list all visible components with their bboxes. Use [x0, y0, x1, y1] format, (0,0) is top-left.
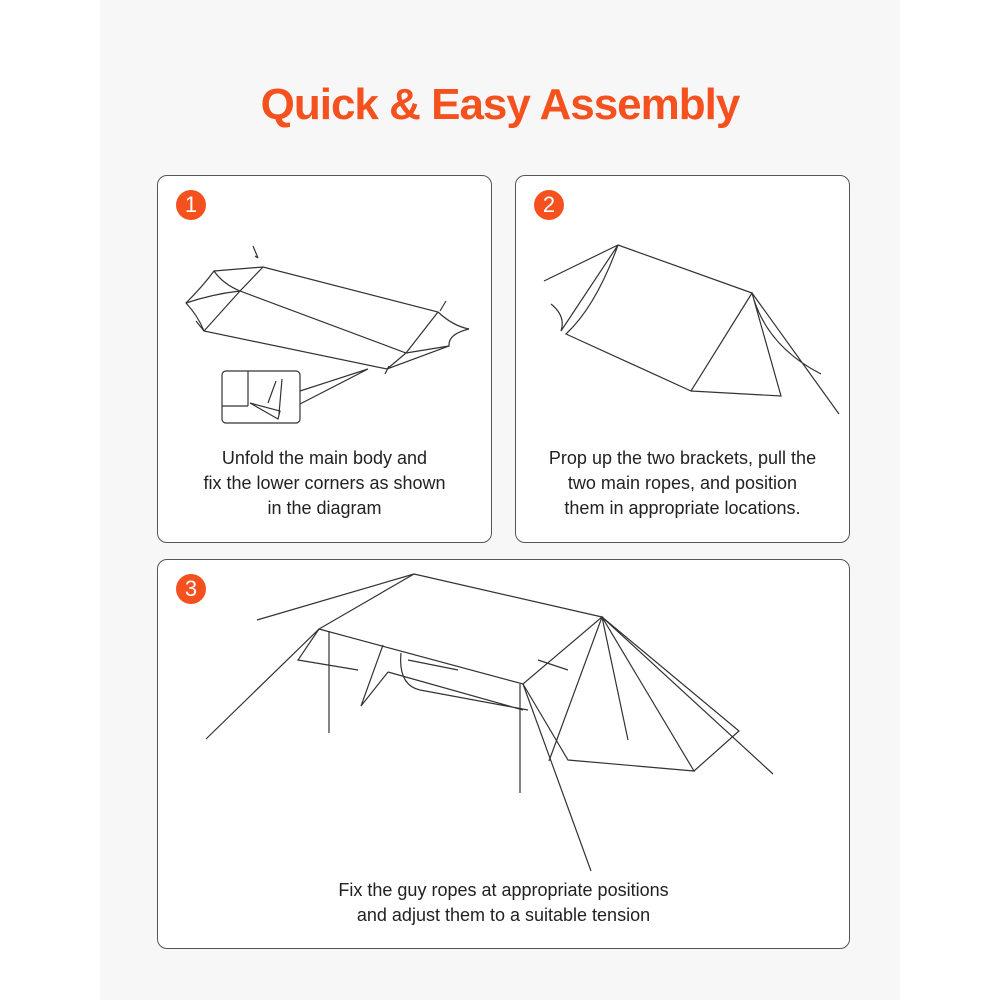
- step-1-caption: [158, 446, 491, 521]
- step-2-card: [515, 175, 850, 543]
- caption-line: Unfold the main body and: [221, 448, 428, 468]
- caption-line: two main ropes, and position: [567, 473, 798, 493]
- step-number-badge: 3: [176, 574, 206, 604]
- step-number-badge: 2: [534, 190, 564, 220]
- caption-line: fix the lower corners as shown: [203, 473, 446, 493]
- caption-line: Prop up the two brackets, pull the: [548, 448, 817, 468]
- step-3-caption: [158, 878, 849, 928]
- step-number-badge: 1: [176, 190, 206, 220]
- prop-up-tent-diagram: [516, 176, 851, 436]
- page-title: Quick & Easy Assembly: [260, 80, 740, 129]
- caption-line: in the diagram: [267, 498, 382, 518]
- caption-line: Fix the guy ropes at appropriate positions: [338, 880, 669, 900]
- step-2-caption: [516, 446, 849, 521]
- finished-tent-diagram: [158, 560, 851, 880]
- unfold-tent-diagram: [158, 176, 493, 436]
- caption-line: and adjust them to a suitable tension: [356, 905, 651, 925]
- step-1-card: [157, 175, 492, 543]
- caption-line: them in appropriate locations.: [564, 498, 801, 518]
- step-3-card: [157, 559, 850, 949]
